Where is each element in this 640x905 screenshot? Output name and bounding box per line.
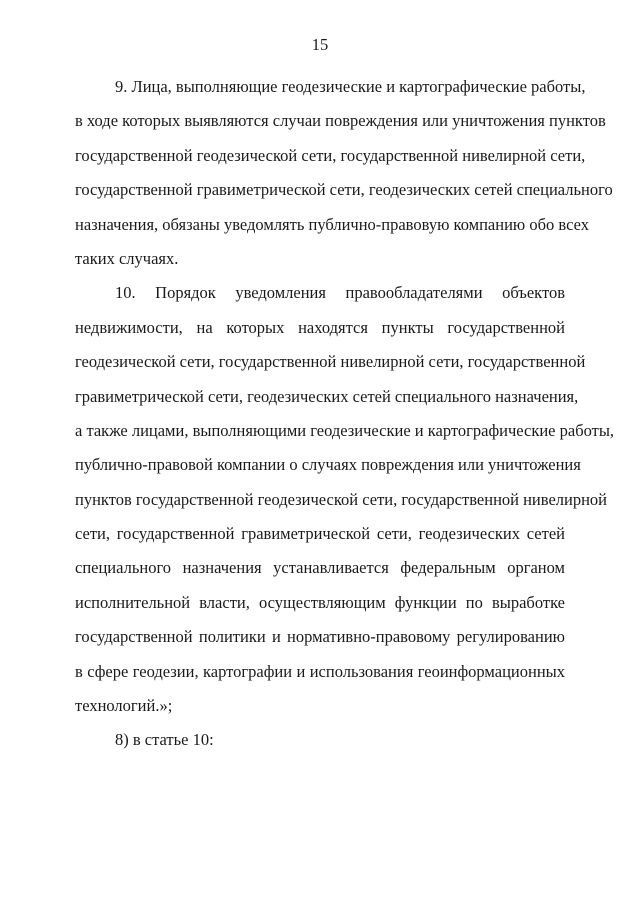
- text-line: в сфере геодезии, картографии и использования геоинформационных: [75, 661, 565, 681]
- text-line: таких случаях.: [75, 248, 179, 268]
- text-line: сети, государственной гравиметрической сети, геодезических сетей: [75, 524, 565, 544]
- text-line: государственной гравиметрической сети, геодезических сетей специального: [75, 180, 613, 200]
- text-line: а также лицами, выполняющими геодезические и картографические работы,: [75, 420, 615, 440]
- text-line: публично-правовой компании о случаях повреждения или уничтожения: [75, 455, 581, 475]
- text-line: пунктов государственной геодезической сети, государственной нивелирной: [75, 489, 608, 509]
- text-line: 8) в статье 10:: [115, 730, 214, 750]
- text-line: назначения, обязаны уведомлять публично-правовую компанию обо всех: [75, 214, 589, 234]
- list-item-8: [75, 723, 565, 757]
- text-line: государственной политики и нормативно-правовому регулированию: [75, 627, 565, 647]
- paragraph-10: [75, 276, 615, 723]
- document-body: [75, 70, 615, 758]
- text-line: гравиметрической сети, геодезических сетей специального назначения,: [75, 386, 579, 406]
- text-line: геодезической сети, государственной нивелирной сети, государственной: [75, 352, 586, 372]
- text-line: 9. Лица, выполняющие геодезические и картографические работы,: [115, 77, 586, 96]
- text-line: государственной геодезической сети, государственной нивелирной сети,: [75, 145, 586, 165]
- text-line: специального назначения устанавливается федеральным органом: [75, 558, 565, 578]
- text-line: в ходе которых выявляются случаи повреждения или уничтожения пунктов: [75, 111, 606, 131]
- text-line: исполнительной власти, осуществляющим функции по выработке: [75, 592, 565, 612]
- text-line: недвижимости, на которых находятся пункты государственной: [75, 317, 565, 337]
- paragraph-9: [75, 70, 613, 276]
- page-number: 15: [311, 35, 329, 54]
- text-line: 10. Порядок уведомления правообладателями объектов: [115, 283, 565, 303]
- text-line: технологий.»;: [75, 696, 173, 716]
